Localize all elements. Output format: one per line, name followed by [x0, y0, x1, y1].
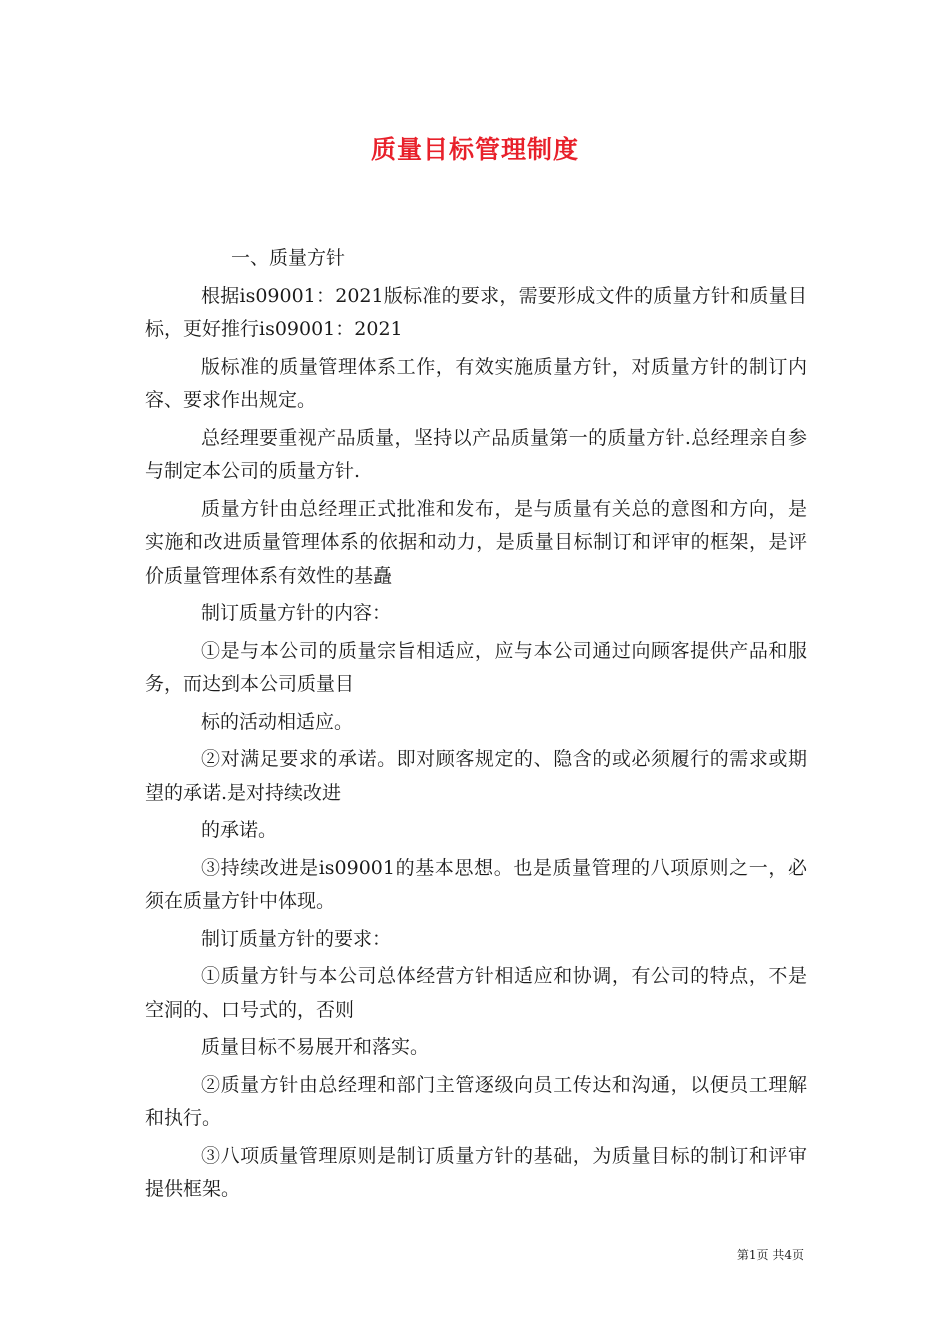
list-item-continuation: 的承诺。: [201, 819, 278, 841]
list-item: ①是与本公司的质量宗旨相适应，应与本公司通过向顾客提供产品和服务，而达到本公司质量目: [145, 639, 807, 695]
list-item: ③持续改进是is09001的基本思想。也是质量管理的八项原则之一，必须在质量方针中体现。: [145, 856, 807, 912]
document-body: [145, 242, 807, 1211]
list-item-continuation: 质量目标不易展开和落实。: [201, 1036, 430, 1058]
paragraph: 总经理要重视产品质量，坚持以产品质量第一的质量方针.总经理亲自参与制定本公司的质量方针.: [145, 426, 807, 482]
paragraph: 质量方针由总经理正式批准和发布，是与质量有关总的意图和方向，是实施和改进质量管理体系的依据和动力，是质量目标制订和评审的框架，是评价质量管理体系有效性的基矗: [145, 497, 807, 587]
list-item-continuation: 标的活动相适应。: [201, 710, 354, 733]
paragraph: 制订质量方针的要求：: [201, 927, 392, 950]
paragraph: 根据is09001：2021版标准的要求，需要形成文件的质量方针和质量目标，更好推行is09001：2021: [145, 284, 807, 340]
document-title: 质量目标管理制度: [370, 135, 579, 164]
list-item: ①质量方针与本公司总体经营方针相适应和协调，有公司的特点，不是空洞的、口号式的，否则: [145, 965, 807, 1021]
page-number: 第1页 共4页: [736, 1248, 804, 1262]
list-item: ②对满足要求的承诺。即对顾客规定的、隐含的或必须履行的需求或期望的承诺.是对持续改进: [145, 748, 807, 804]
list-item: ③八项质量管理原则是制订质量方针的基础，为质量目标的制订和评审提供框架。: [145, 1144, 807, 1200]
paragraph: 版标准的质量管理体系工作，有效实施质量方针，对质量方针的制订内容、要求作出规定。: [145, 355, 807, 411]
section-heading: 一、质量方针: [231, 247, 346, 269]
paragraph: 制订质量方针的内容：: [201, 602, 392, 624]
list-item: ②质量方针由总经理和部门主管逐级向员工传达和沟通，以便员工理解和执行。: [145, 1073, 807, 1129]
